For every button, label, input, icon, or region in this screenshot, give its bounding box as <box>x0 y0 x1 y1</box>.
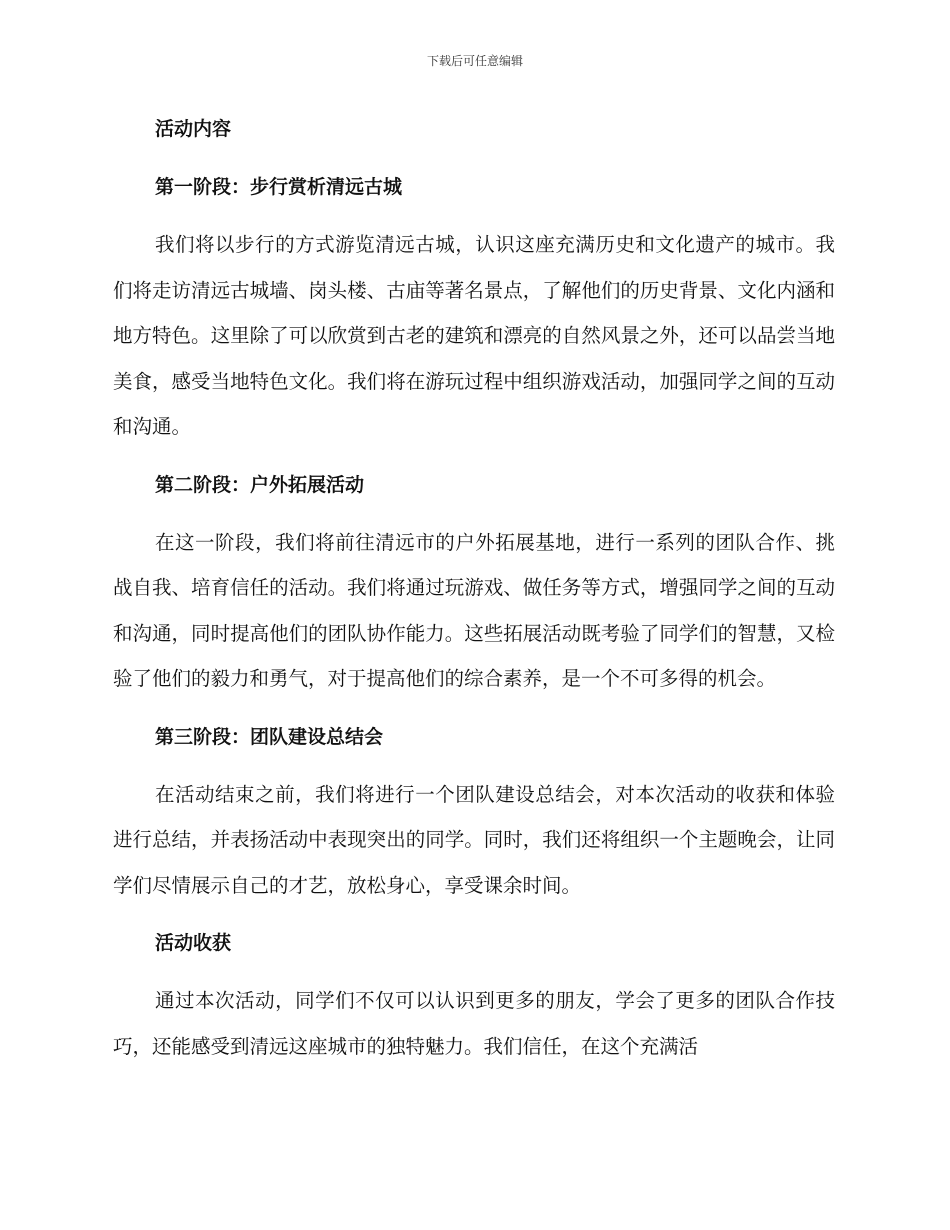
stage3-paragraph: 在活动结束之前，我们将进行一个团队建设总结会，对本次活动的收获和体验进行总结，并表扬活动中表现突出的同学。同时，我们还将组织一个主题晚会，让同学们尽情展示自己的才艺，放松身心，享受课余时间。 <box>113 782 835 897</box>
stage2-heading: 第二阶段：户外拓展活动 <box>155 473 365 496</box>
section-heading-activity-content: 活动内容 <box>155 118 232 140</box>
stage1-paragraph: 我们将以步行的方式游览清远古城，认识这座充满历史和文化遗产的城市。我们将走访清远古城墙、岗头楼、古庙等著名景点，了解他们的历史背景、文化内涵和地方特色。这里除了可以欣赏到古老的建筑和漂亮的自然风景之外，还可以品尝当地美食，感受当地特色文化。我们将在游玩过程中组织游戏活动，加强同学之间的互动和沟通。 <box>113 233 835 438</box>
outcome-paragraph: 通过本次活动，同学们不仅可以认识到更多的朋友，学会了更多的团队合作技巧，还能感受到清远这座城市的独特魅力。我们信任，在这个充满活 <box>113 989 835 1058</box>
stage3-heading: 第三阶段：团队建设总结会 <box>155 725 384 748</box>
page-header: 下载后可任意编辑 <box>426 54 523 68</box>
document-body <box>113 106 835 1069</box>
stage2-paragraph: 在这一阶段，我们将前往清远市的户外拓展基地，进行一系列的团队合作、挑战自我、培育信任的活动。我们将通过玩游戏、做任务等方式，增强同学之间的互动和沟通，同时提高他们的团队协作能力。这些拓展活动既考验了同学们的智慧，又检验了他们的毅力和勇气，对于提高他们的综合素养，是一个不可多得的机会。 <box>113 530 835 690</box>
outcome-heading: 活动收获 <box>155 932 232 954</box>
stage1-heading: 第一阶段：步行赏析清远古城 <box>155 176 403 198</box>
